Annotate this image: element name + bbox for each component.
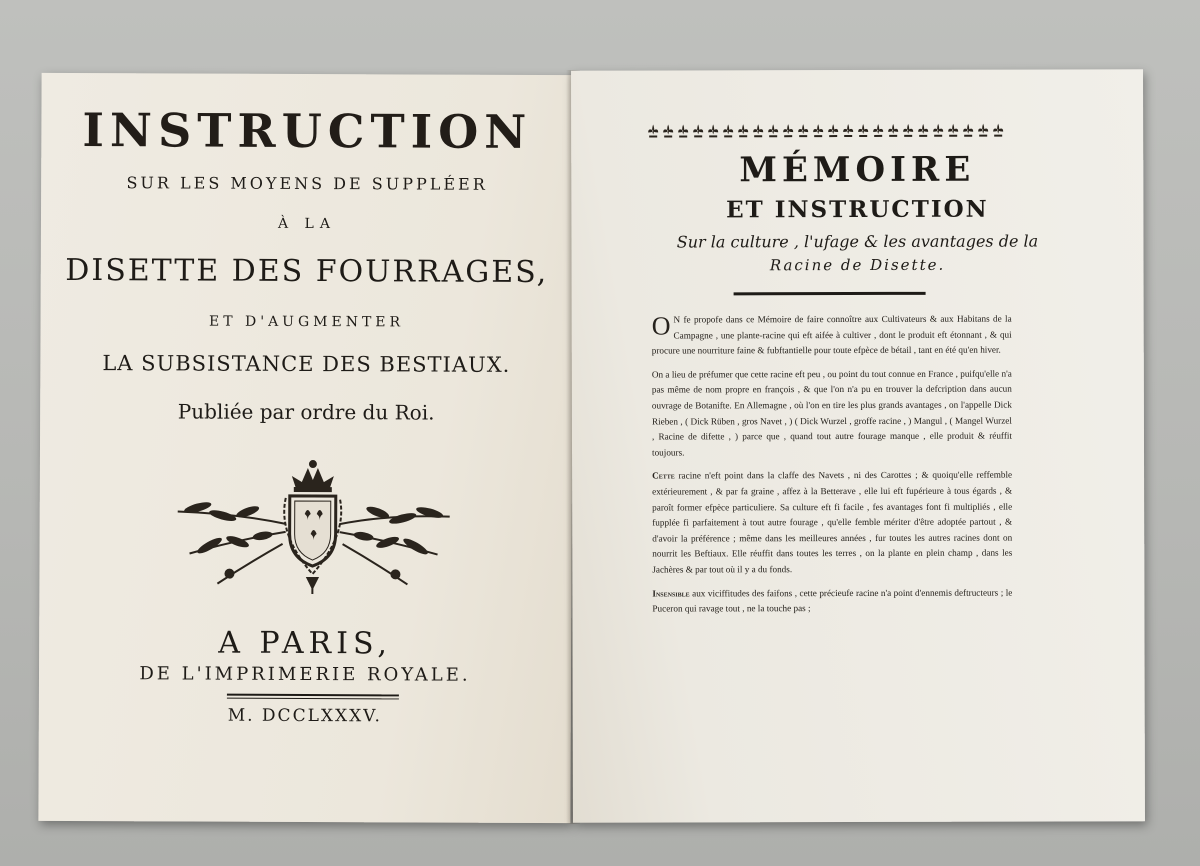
subtitle-line-1: SUR LES MOYENS DE SUPPLÉER [126, 173, 488, 194]
subtitle-line-5: LA SUBSISTANCE DES BESTIAUX. [102, 351, 511, 377]
memoire-description-line-1: Sur la culture , l'ufage & les avantages de la [676, 231, 1039, 252]
paragraph-4-lead: Insensible [652, 587, 690, 599]
publication-note: Publiée par ordre du Roi. [177, 399, 435, 425]
paragraph-1 [652, 312, 1012, 360]
subtitle-line-2: À LA [277, 215, 336, 233]
paragraph-2: On a lieu de préfumer que cette racine eft peu , ou point du tout connue en France , puifqu'elle n'a pas même de nom propre en françois , & que l'on n'a pu en trouver la defcription dans aucun ouvrage de Botanifte. En Allemagne , où l'on en tire les plus grands avantages , on l'appelle Dick Rieben , ( Dick Rüben , gros Navet , ) ( Dick Wurzel , groffe racine , ) Mangul , ( Mangel Wurzel , Racine de difette , ) parce que , quand tout autre fourage manque , elle produit & réuffit toujours. [651, 368, 1012, 458]
title-page [38, 73, 573, 823]
subtitle-main: DISETTE DES FOURRAGES, [65, 252, 549, 291]
divider-rule [227, 694, 399, 700]
memoire-subtitle: ET INSTRUCTION [726, 195, 989, 224]
fleur-de-lis-border-icon [647, 122, 1007, 139]
paragraph-3 [652, 468, 1012, 578]
paragraph-3-lead: Cette [652, 470, 675, 481]
memoire-description-line-2: Racine de Disette. [769, 255, 946, 275]
imprint-place: A PARIS, [218, 625, 393, 662]
memoire-body [652, 312, 1013, 626]
paragraph-1-text: N fe propofe dans ce Mémoire de faire connoître aux Cultivateurs & aux Habitans de la Campagne , une plante-racine qui eft aifée à cultiver , dont le produit eft étonnant , & qui procure une nourriture faine & fubftantielle pour toute efpèce de bétail , tant en été qu'en hiver. [651, 313, 1012, 356]
drop-cap: O [651, 311, 671, 341]
divider-rule [734, 292, 926, 296]
paragraph-3-text: racine n'eft point dans la claffe des Navets , ni des Carottes ; & quoiqu'elle reffemble extérieurement , & par fa graine , affez à la Betterave , elle lui eft fupérieure à tous égards , & paroît former efpèce particuliere. Sa culture eft fi facile , fes avantages font fi multipliés , elle fupplée fi parfaitement à tout autre fourage , qu'elle femble mériter d'être adoptée partout , & d'avoir la préférence ; même dans les meilleures années , fur toutes les autres racines dont on nourrit les Beftiaux. Elle réuffit dans toutes les terres , on la plante en plein champ , dans les Jachères & par tout où il y a du fonds. [652, 469, 1013, 575]
book-title: INSTRUCTION [82, 103, 533, 159]
paragraph-4-text: aux viciffitudes des faifons , cette précieufe racine n'a point d'ennemis deftructeurs ; le Puceron qui ravage tout , ne la touche pas ; [652, 587, 1013, 614]
imprint-year: M. DCCLXXXV. [227, 705, 382, 727]
paragraph-4 [652, 585, 1012, 617]
memoire-title: MÉMOIRE [739, 149, 976, 191]
memoire-page [571, 69, 1145, 822]
imprint-printer: DE L'IMPRIMERIE ROYALE. [139, 663, 471, 686]
royal-coat-of-arms-icon [167, 453, 458, 604]
subtitle-line-4: ET D'AUGMENTER [208, 313, 405, 331]
